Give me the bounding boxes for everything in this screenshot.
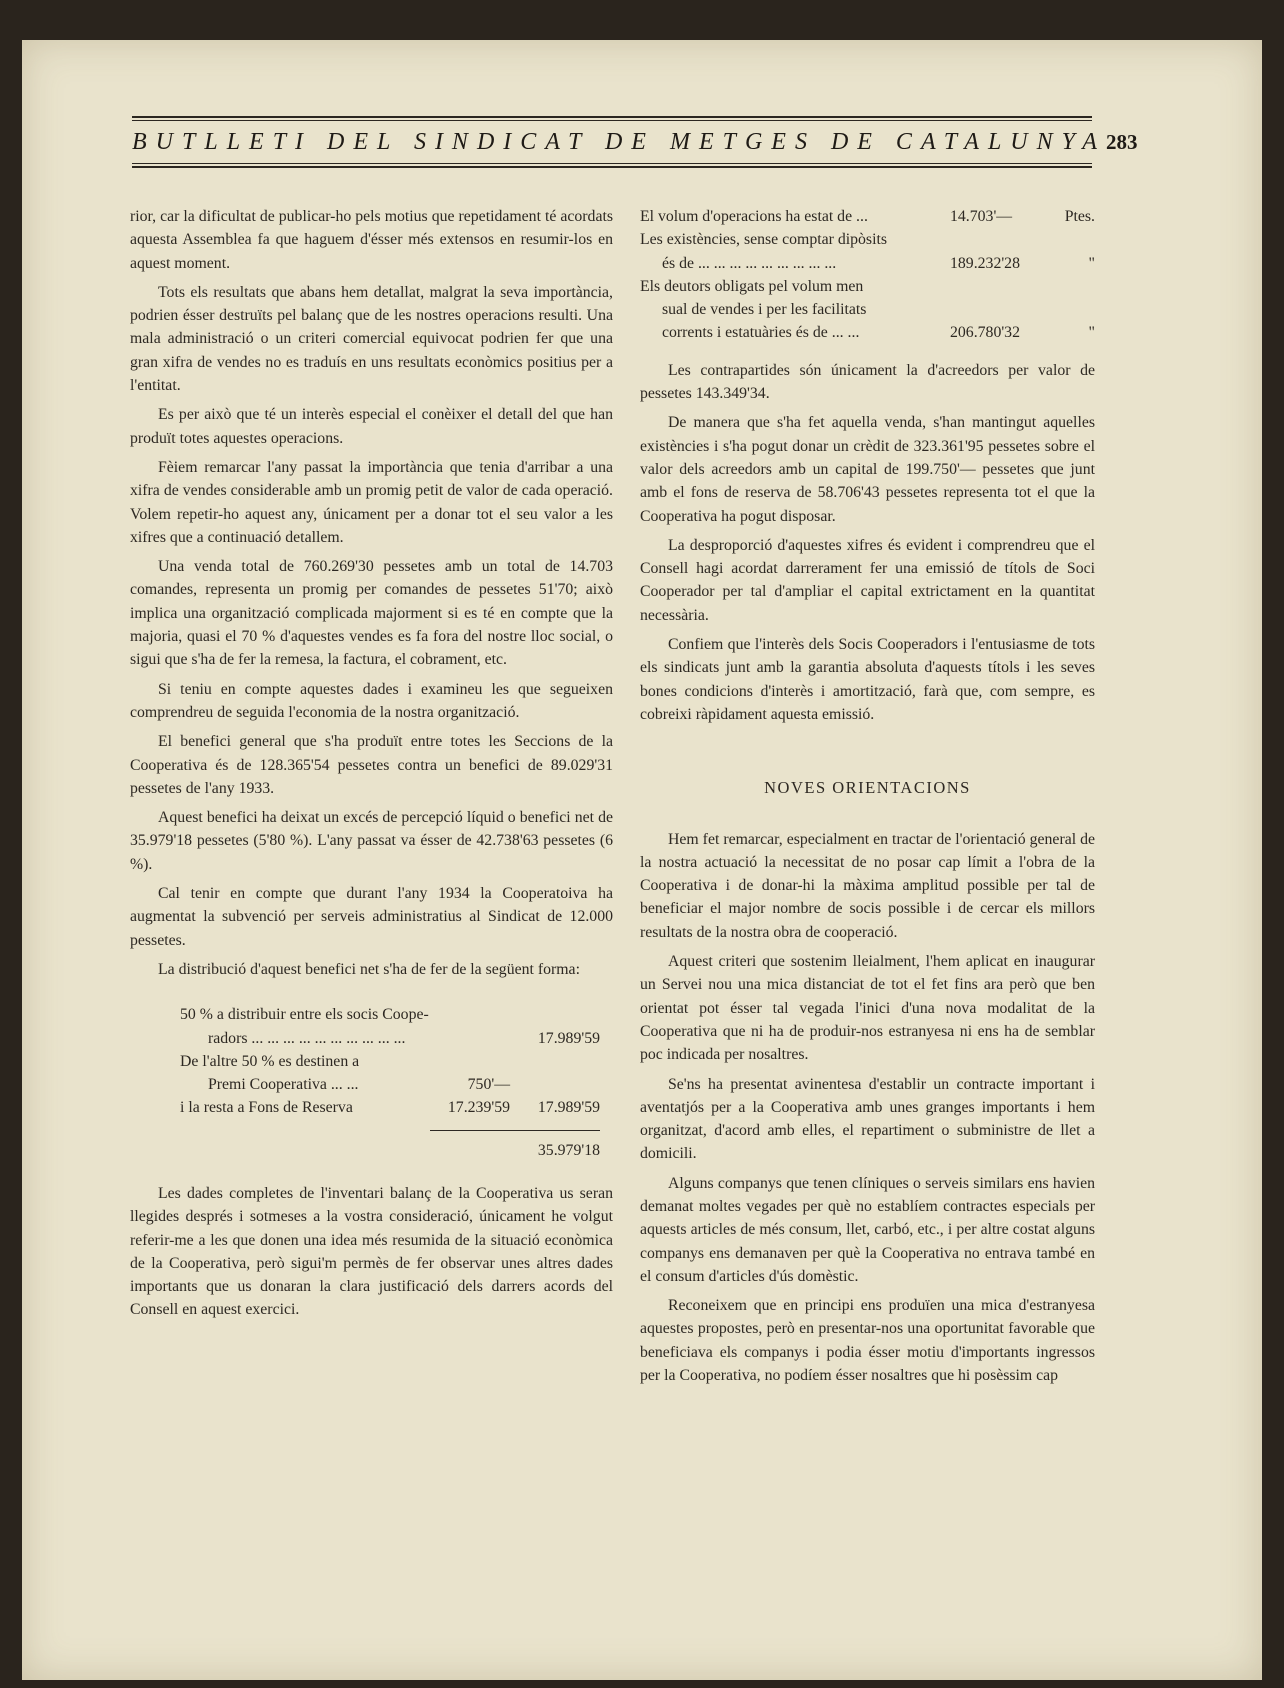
paragraph: La distribució d'aquest benefici net s'ha de fer de la següent forma: bbox=[158, 960, 580, 978]
paragraph: De manera que s'ha fet aquella venda, s'han mantingut aquelles existències i s'ha pogut donar un crèdit de 323.361'95 pessetes sobre el valor dels acreedors amb un capital de 199.750'— pessetes que junt amb el fons de reserva de 58.706'43 pessetes representa tot el que la Cooperativa ha pogut disposar. bbox=[640, 414, 1095, 525]
journal-title: BUTLLETI DEL SINDICAT DE METGES DE CATALUNYA bbox=[132, 128, 1106, 155]
paragraph: Hem fet remarcar, especialment en tractar de l'orientació general de la nostra actuació la necessitat de no posar cap límit a l'obra de la Cooperativa i de donar-hi la màxima amplitud possible per tal de beneficiar el major nombre de socis possible i de cercar els millors resultats de la nostra obra de cooperació. bbox=[640, 830, 1095, 941]
distribution-row bbox=[180, 1096, 600, 1119]
page-number: 283 bbox=[1105, 129, 1138, 154]
right-column bbox=[640, 205, 1095, 1393]
figure-value: 14.703'— bbox=[950, 208, 1013, 225]
figure-label: Els deutors obligats pel volum men bbox=[640, 277, 864, 295]
figure-row bbox=[640, 321, 1095, 344]
paragraph: La desproporció d'aquestes xifres és evident i comprendreu que el Consell hagi acordat darrerament fer una emissió de títols de Soci Cooperador per tal d'ampliar el capital extrictament en la quantitat necessària. bbox=[640, 536, 1095, 624]
distribution-label: radors ... ... ... ... ... ... ... ... ... ... bbox=[208, 1029, 406, 1047]
distribution-row bbox=[180, 1050, 600, 1073]
left-column bbox=[130, 205, 613, 1328]
distribution-subamount: 17.239'59 bbox=[447, 1099, 510, 1117]
paragraph: Reconeixem que en principi ens produïen una mica d'estranyesa aquestes propostes, però en presentar-nos una oportunitat favorable que beneficiava els companys i podia ésser motiu d'importants ingressos per la Cooperativa, no podíem ésser nosaltres que hi posèssim cap bbox=[640, 1297, 1095, 1385]
paragraph: Si teniu en compte aquestes dades i examineu les que segueixen comprendreu de seguida l'economia de la nostra organització. bbox=[130, 680, 613, 721]
figure-value: 206.780'32 bbox=[950, 324, 1020, 342]
distribution-label: De l'altre 50 % es destinen a bbox=[180, 1052, 360, 1070]
distribution-label: 50 % a distribuir entre els socis Coope- bbox=[180, 1006, 429, 1024]
figure-row bbox=[640, 205, 1095, 228]
page-header bbox=[132, 124, 1138, 160]
figure-label: corrents i estatuàries és de ... ... bbox=[662, 324, 860, 342]
figure-label: és de ... ... ... ... ... ... ... ... ... bbox=[662, 254, 837, 272]
distribution-total: 35.979'18 bbox=[537, 1141, 600, 1159]
figure-row bbox=[640, 275, 1095, 298]
paragraph: Les contrapartides són únicament la d'acreedors per valor de pessetes 143.349'34. bbox=[640, 361, 1095, 403]
figure-row bbox=[640, 252, 1095, 275]
paragraph: Una venda total de 760.269'30 pessetes amb un total de 14.703 comandes, representa un promig per comandes de pessetes 51'70; això implica una organització complicada majorment si es té en compte que la majoria, quasi el 70 % d'aquestes vendes es fa fora del nostre lloc social, o sigui que s'ha de fer la remesa, la factura, el cobrament, etc. bbox=[130, 558, 613, 669]
header-top-rules bbox=[132, 116, 1092, 123]
paragraph: El benefici general que s'ha produït entre totes les Seccions de la Cooperativa és de 128.365'54 pessetes contra un benefici de 89.029'31 pessetes de l'any 1933. bbox=[130, 733, 613, 797]
figures-table bbox=[640, 205, 1095, 345]
figure-label: El volum d'operacions ha estat de ... bbox=[640, 208, 868, 225]
paragraph: Fèiem remarcar l'any passat la importància que tenia d'arribar a una xifra de vendes considerable amb un promig petit de valor de cada operació. Volem repetir-ho aquest any, únicament per a donar tot el seu valor a les xifres que a continuació detallem. bbox=[130, 458, 613, 546]
distribution-row bbox=[180, 1003, 600, 1026]
paragraph: Cal tenir en compte que durant l'any 1934 la Cooperatoiva ha augmentat la subvenció per serveis administratius al Sindicat de 12.000 pessetes. bbox=[130, 885, 613, 949]
paragraph: Confiem que l'interès dels Socis Cooperadors i l'entusiasme de tots els sindicats junt amb la garantia absoluta d'aquests títols i les seves bones condicions d'interès i amortització, farà que, com sempre, es cobreixi ràpidament aquesta emissió. bbox=[640, 636, 1095, 723]
paragraph: Alguns companys que tenen clíniques o serveis similars ens havien demanat moltes vegades per què no establíem contractes especials per aquests articles de més consum, llet, carbó, etc., i per altre costat alguns companys ens demanaven per què la Cooperativa no entrava també en el consum d'articles d'ús domèstic. bbox=[640, 1174, 1095, 1285]
paragraph: Es per això que té un interès especial el conèixer el detall del que han produït totes aquestes operacions. bbox=[130, 406, 613, 447]
figure-label: sual de vendes i per les facilitats bbox=[662, 301, 867, 319]
figure-unit: " bbox=[1088, 254, 1095, 272]
paragraph: Aquest benefici ha deixat un excés de percepció líquid o benefici net de 35.979'18 pessetes (5'80 %). L'any passat va ésser de 42.738'63 pessetes (6 %). bbox=[130, 809, 613, 873]
header-bottom-rules bbox=[132, 163, 1092, 170]
distribution-amount: 17.989'59 bbox=[537, 1029, 600, 1047]
distribution-amount: 17.989'59 bbox=[537, 1099, 600, 1117]
paragraph: Se'ns ha presentat avinentesa d'establir un contracte important i aventatjós per a la Cooperativa amb unes granges importants i hem organitzat, d'acord amb elles, el repartiment o subministre de llet a domicili. bbox=[640, 1075, 1095, 1163]
paragraph: rior, car la dificultat de publicar-ho pels motius que repetidament té acordats aquesta Assemblea fa que haguem d'ésser més extensos en resumir-los en aquest moment. bbox=[130, 208, 613, 272]
figure-value: 189.232'28 bbox=[950, 254, 1020, 272]
sum-divider bbox=[430, 1130, 600, 1131]
figure-unit: " bbox=[1088, 324, 1095, 342]
figure-row bbox=[640, 228, 1095, 251]
distribution-row bbox=[180, 1073, 600, 1096]
distribution-table bbox=[180, 1003, 600, 1162]
distribution-row bbox=[180, 1027, 600, 1050]
paragraph: Les dades completes de l'inventari balanç de la Cooperativa us seran llegides després i sotmeses a la vostra consideració, únicament he volgut referir-me a les que donen una idea més resumida de la situació econòmica de la Cooperativa, però sigui'm permès de fer observar unes altres dades importants que us donaran la clara justificació dels darrers acords del Consell en aquest exercici. bbox=[130, 1184, 613, 1319]
distribution-label: Premi Cooperativa ... ... bbox=[208, 1076, 359, 1094]
distribution-label: i la resta a Fons de Reserva bbox=[180, 1099, 353, 1117]
section-heading: NOVES ORIENTACIONS bbox=[764, 778, 971, 798]
figure-label: Les existències, sense comptar dipòsits bbox=[640, 231, 887, 249]
paragraph: Tots els resultats que abans hem detallat, malgrat la seva importància, podrien ésser destruïts pel balanç que de les nostres operacions resulti. Una mala administració o un criteri comercial equivocat podrien fer que una gran xifra de vendes no es traduís en uns resultats econòmics positius per a l'entitat. bbox=[130, 283, 613, 395]
figure-unit: Ptes. bbox=[1064, 208, 1095, 225]
figure-row bbox=[640, 298, 1095, 321]
distribution-subamount: 750'— bbox=[467, 1076, 510, 1094]
paragraph: Aquest criteri que sostenim lleialment, l'hem aplicat en inaugurar un Servei nou una mica distanciat de tot el fet fins ara però que ben orientat pot ésser tal vegada l'inici d'una nova modalitat de la Cooperativa que ni ha de produir-nos estranyesa ni ens ha de semblar poc indicada per nosaltres. bbox=[640, 953, 1095, 1064]
